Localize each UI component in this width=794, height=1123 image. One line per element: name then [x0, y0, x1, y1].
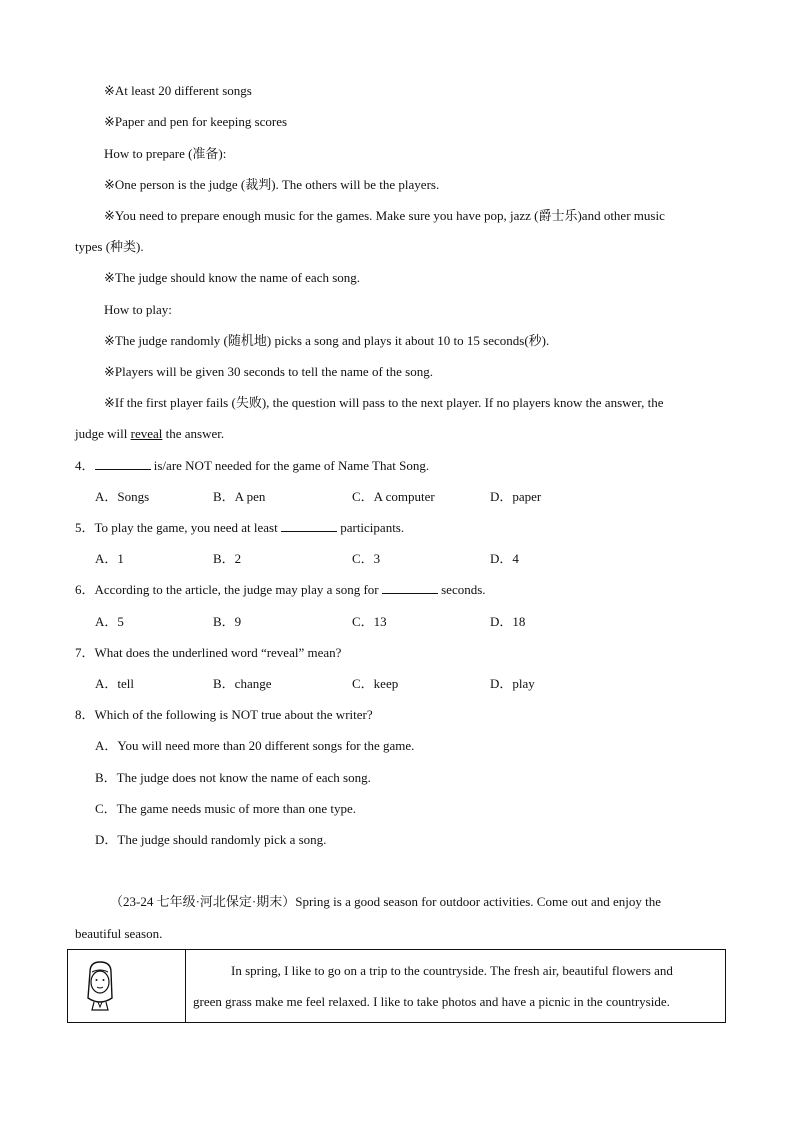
- girl-portrait-icon: [76, 958, 124, 1014]
- option-d[interactable]: D．paper: [490, 489, 542, 504]
- passage-intro-text: Spring is a good season for outdoor activities. Come out and enjoy the: [295, 894, 661, 909]
- play-item-continuation: [75, 424, 224, 444]
- prepare-item: ※You need to prepare enough music for the games. Make sure you have pop, jazz (爵士乐)and other music: [104, 208, 665, 223]
- question-text: is/are NOT needed for the game of Name That Song.: [150, 458, 430, 473]
- text: judge will: [75, 426, 131, 441]
- prepare-item: ※The judge should know the name of each song.: [104, 270, 361, 285]
- question-number: 7．: [75, 645, 95, 660]
- question-6: [75, 580, 486, 600]
- question-text: According to the article, the judge may play a song for: [94, 582, 382, 597]
- option-a[interactable]: A．Songs: [95, 489, 150, 504]
- option-c[interactable]: C．keep: [352, 676, 399, 691]
- answer-blank: [95, 457, 151, 470]
- question-number: 4．: [75, 458, 95, 473]
- question-number: 8．: [75, 707, 95, 722]
- option-a[interactable]: A．5: [95, 614, 124, 629]
- option-b[interactable]: B．change: [213, 676, 272, 691]
- question-text: Which of the following is NOT true about the writer?: [94, 707, 373, 722]
- option-a[interactable]: A．1: [95, 551, 124, 566]
- option-a[interactable]: A．You will need more than 20 different songs for the game.: [95, 738, 415, 753]
- passage-intro-continuation: beautiful season.: [75, 926, 163, 941]
- question-4: [75, 456, 429, 476]
- question-number: 5．: [75, 520, 95, 535]
- option-c[interactable]: C．3: [352, 551, 381, 566]
- prepare-item-continuation: types (种类).: [75, 239, 144, 254]
- question-5: [75, 518, 404, 538]
- question-text: What does the underlined word “reveal” mean?: [94, 645, 342, 660]
- option-b[interactable]: B．9: [213, 614, 242, 629]
- answer-blank: [382, 581, 438, 594]
- speaker-box: [67, 949, 726, 1023]
- option-b[interactable]: B．A pen: [213, 489, 266, 504]
- question-7: [75, 643, 341, 663]
- option-b[interactable]: B．2: [213, 551, 242, 566]
- box-divider: [185, 950, 186, 1022]
- material-item: ※At least 20 different songs: [104, 83, 252, 98]
- passage-source: （23-24 七年级·河北保定·期末）: [110, 894, 296, 909]
- option-c[interactable]: C．The game needs music of more than one type.: [95, 801, 357, 816]
- option-c[interactable]: C．A computer: [352, 489, 435, 504]
- box-text: green grass make me feel relaxed. I like to take photos and have a picnic in the countryside.: [193, 994, 670, 1009]
- play-item: ※If the first player fails (失败), the question will pass to the next player. If no players know the answer, the: [104, 395, 664, 410]
- question-number: 6．: [75, 582, 95, 597]
- option-d[interactable]: D．The judge should randomly pick a song.: [95, 832, 327, 847]
- play-item: ※Players will be given 30 seconds to tell the name of the song.: [104, 364, 433, 379]
- option-a[interactable]: A．tell: [95, 676, 134, 691]
- underlined-word: reveal: [130, 426, 163, 441]
- play-item: ※The judge randomly (随机地) picks a song and plays it about 10 to 15 seconds(秒).: [104, 333, 550, 348]
- answer-blank: [281, 519, 337, 532]
- option-d[interactable]: D．play: [490, 676, 535, 691]
- option-d[interactable]: D．18: [490, 614, 526, 629]
- section-heading: How to prepare (准备):: [104, 146, 227, 161]
- question-8: [75, 705, 373, 725]
- passage-intro: [110, 892, 661, 912]
- box-text: In spring, I like to go on a trip to the countryside. The fresh air, beautiful flowers and: [231, 963, 673, 978]
- prepare-item: ※One person is the judge (裁判). The others will be the players.: [104, 177, 440, 192]
- option-b[interactable]: B．The judge does not know the name of each song.: [95, 770, 371, 785]
- option-c[interactable]: C．13: [352, 614, 387, 629]
- question-text: participants.: [336, 520, 405, 535]
- question-text: To play the game, you need at least: [94, 520, 281, 535]
- text: the answer.: [162, 426, 225, 441]
- option-d[interactable]: D．4: [490, 551, 519, 566]
- question-text: seconds.: [437, 582, 486, 597]
- section-heading: How to play:: [104, 302, 172, 317]
- material-item: ※Paper and pen for keeping scores: [104, 114, 288, 129]
